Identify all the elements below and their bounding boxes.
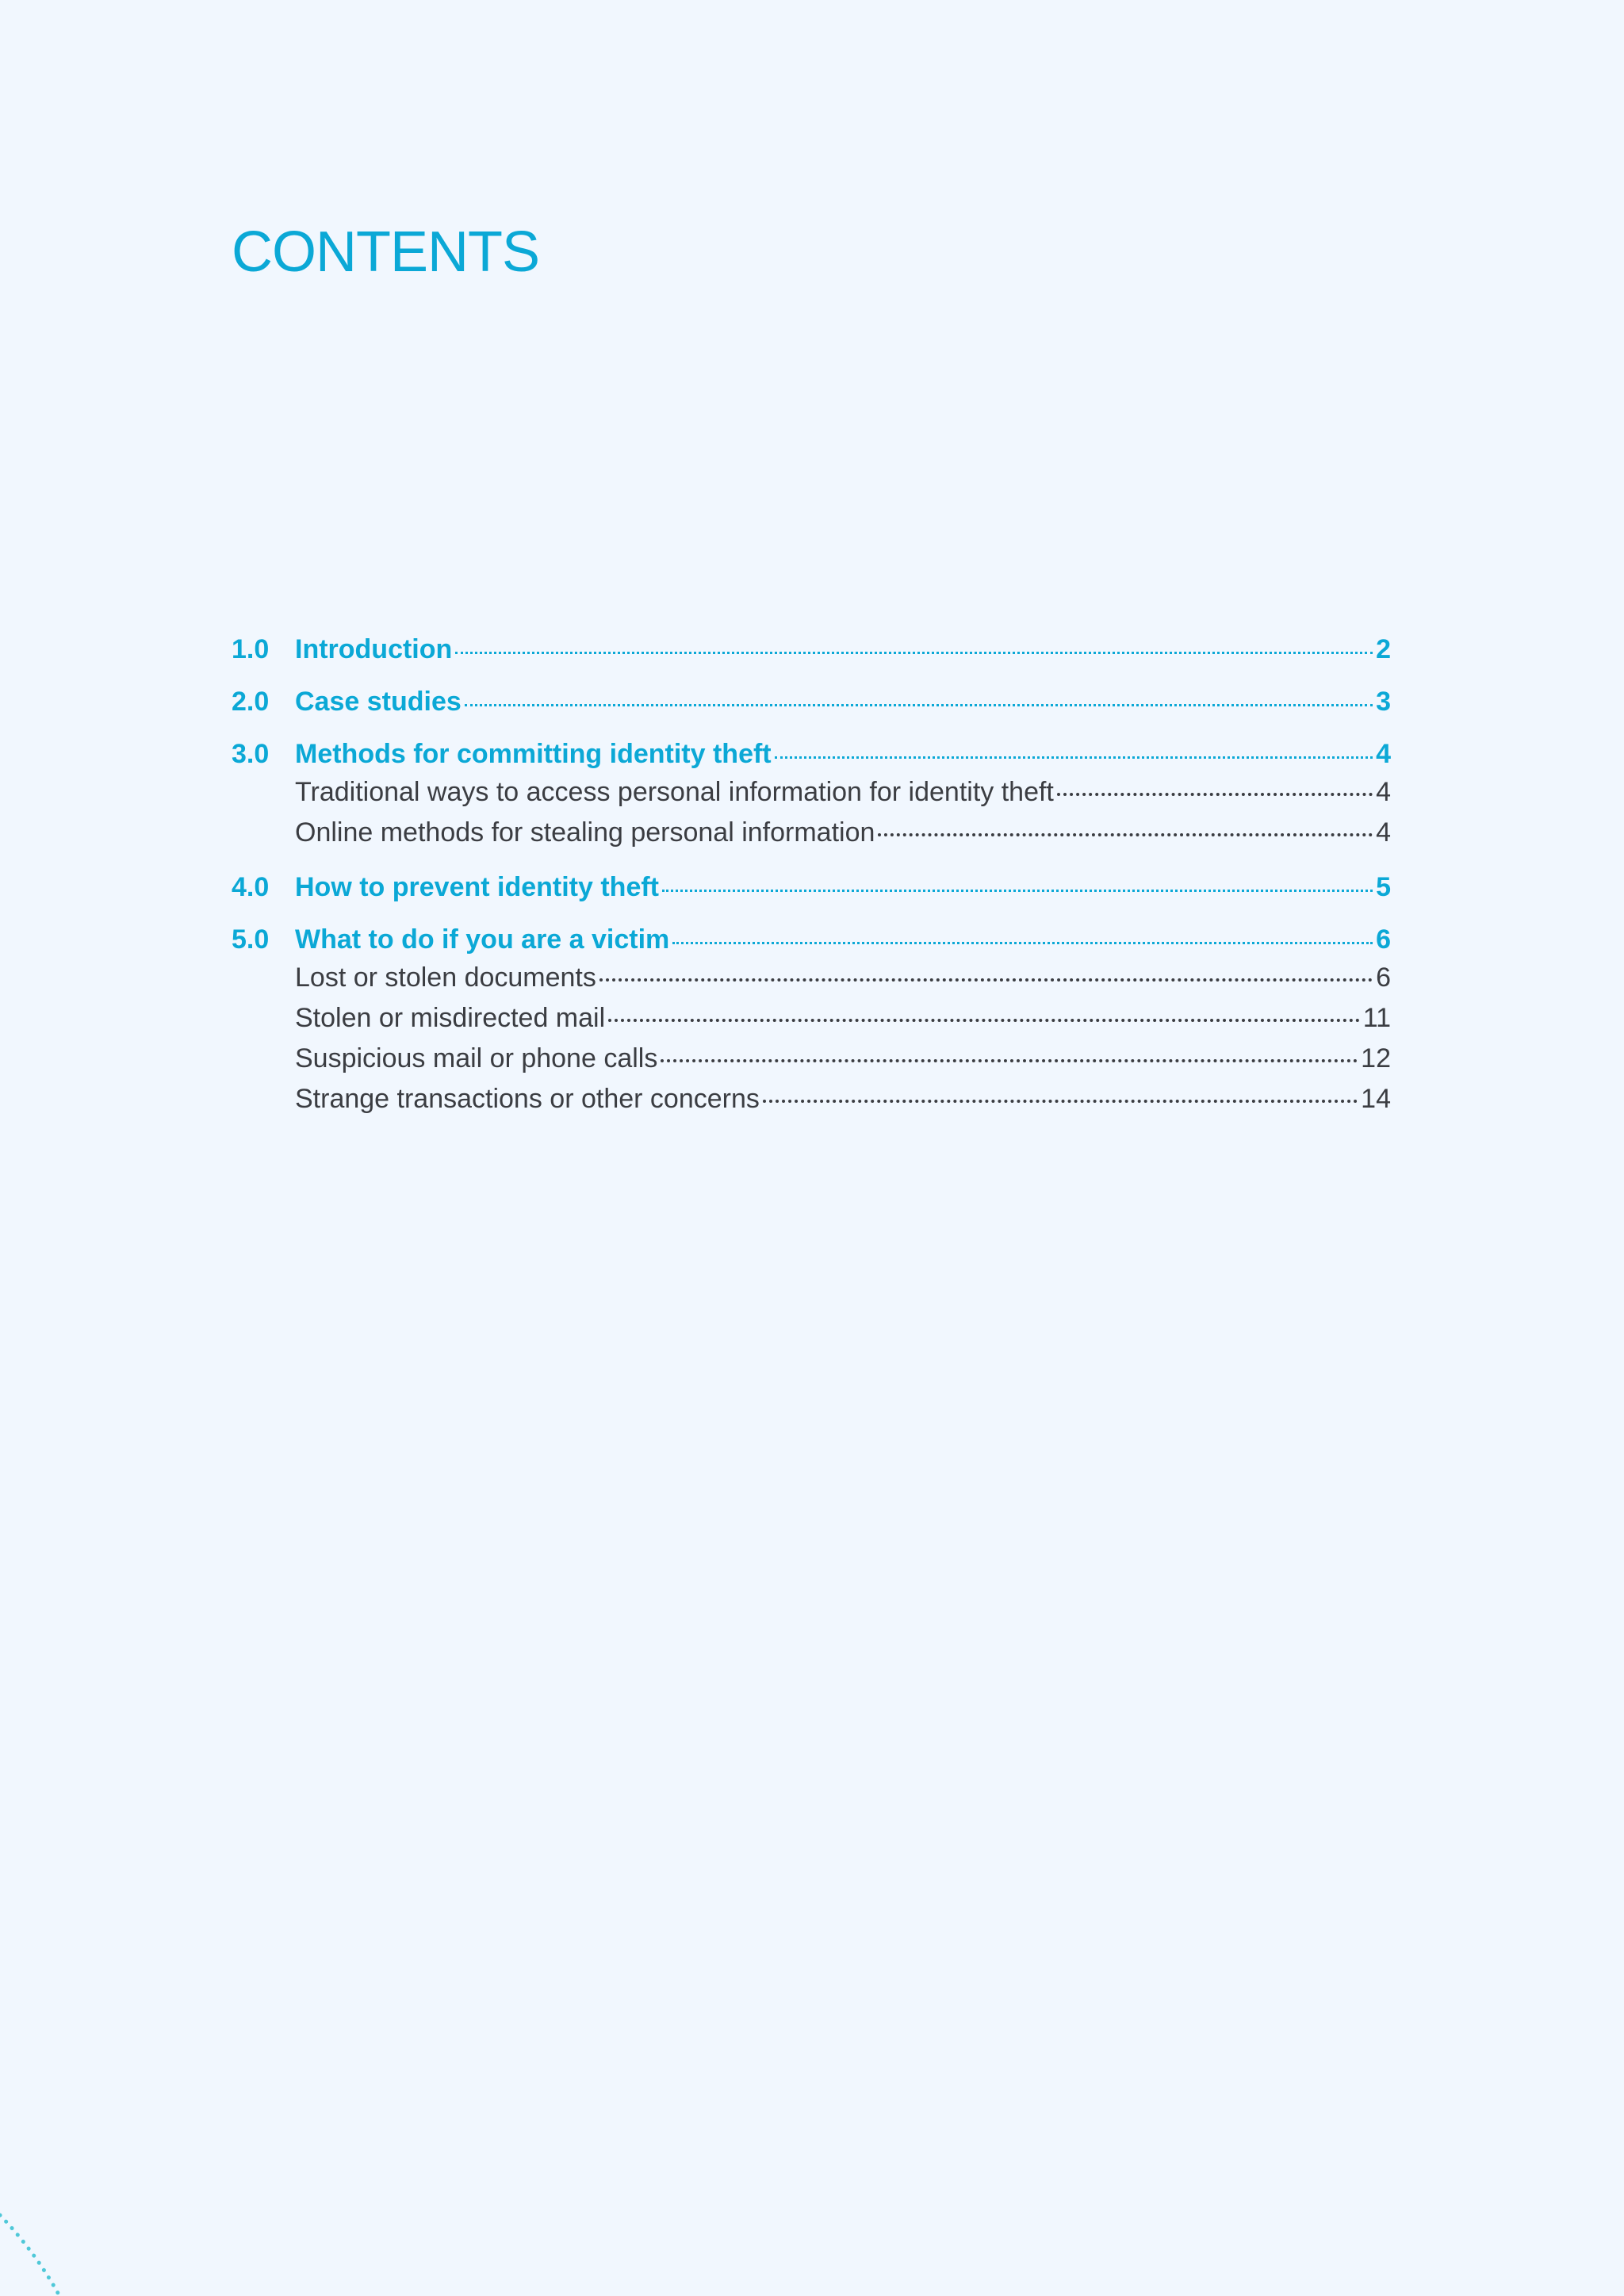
toc-section-number: 4.0 bbox=[232, 872, 270, 902]
toc-page-number: 11 bbox=[1362, 1003, 1391, 1033]
toc-subsection-entry bbox=[295, 1003, 1391, 1034]
toc-dot-leader bbox=[455, 652, 1373, 654]
toc-subsection-title: Traditional ways to access personal information for identity theft bbox=[295, 777, 1054, 807]
toc-dot-leader bbox=[608, 1019, 1360, 1022]
toc-section-row[interactable] bbox=[232, 687, 1391, 725]
toc-subsection-title: Stolen or misdirected mail bbox=[295, 1003, 606, 1033]
toc-page-number: 4 bbox=[1376, 817, 1391, 848]
toc-section-title: Methods for committing identity theft bbox=[295, 739, 772, 769]
toc-section-entry bbox=[295, 739, 1391, 770]
toc-dot-leader bbox=[661, 1059, 1358, 1062]
toc-subsection-row[interactable] bbox=[232, 777, 1391, 817]
corner-dotted-arc-decoration bbox=[0, 2204, 71, 2296]
toc-subsection-title: Strange transactions or other concerns bbox=[295, 1084, 760, 1114]
toc-subsection-entry bbox=[295, 777, 1391, 808]
toc-subsection-title: Online methods for stealing personal information bbox=[295, 817, 875, 848]
toc-dot-leader bbox=[775, 756, 1373, 759]
toc-subsection-entry bbox=[295, 1084, 1391, 1115]
toc-subsection-entry bbox=[295, 817, 1391, 848]
toc-subsection-entry bbox=[295, 1043, 1391, 1074]
page-title: CONTENTS bbox=[232, 220, 539, 284]
toc-section-title: Case studies bbox=[295, 687, 462, 717]
toc-section-entry bbox=[295, 634, 1391, 665]
table-of-contents bbox=[232, 634, 1391, 1124]
toc-section-row[interactable] bbox=[232, 634, 1391, 672]
toc-dot-leader bbox=[1057, 793, 1373, 796]
toc-dot-leader bbox=[763, 1100, 1358, 1103]
toc-page-number: 4 bbox=[1376, 739, 1391, 769]
toc-section-entry bbox=[295, 872, 1391, 903]
toc-dot-leader bbox=[662, 890, 1373, 892]
toc-section-row[interactable] bbox=[232, 739, 1391, 777]
toc-dot-leader bbox=[465, 704, 1373, 706]
toc-page-number: 6 bbox=[1376, 924, 1391, 955]
toc-section-row[interactable] bbox=[232, 924, 1391, 962]
toc-section-title: What to do if you are a victim bbox=[295, 924, 670, 955]
toc-subsection-row[interactable] bbox=[232, 1003, 1391, 1043]
toc-section-title: Introduction bbox=[295, 634, 453, 664]
toc-page-number: 12 bbox=[1361, 1043, 1391, 1073]
toc-section-entry bbox=[295, 687, 1391, 718]
toc-page-number: 5 bbox=[1376, 872, 1391, 902]
toc-page-number: 6 bbox=[1376, 962, 1391, 993]
toc-subsection-row[interactable] bbox=[232, 1043, 1391, 1084]
toc-page-number: 3 bbox=[1376, 687, 1391, 717]
toc-section-number: 3.0 bbox=[232, 739, 270, 769]
toc-section-number: 2.0 bbox=[232, 687, 270, 717]
toc-section-title: How to prevent identity theft bbox=[295, 872, 659, 902]
toc-section-number: 1.0 bbox=[232, 634, 270, 664]
toc-section-entry bbox=[295, 924, 1391, 955]
toc-subsection-row[interactable] bbox=[232, 817, 1391, 858]
toc-section-row[interactable] bbox=[232, 872, 1391, 910]
toc-subsection-title: Lost or stolen documents bbox=[295, 962, 596, 993]
toc-page-number: 14 bbox=[1361, 1084, 1391, 1114]
toc-dot-leader bbox=[599, 978, 1373, 982]
toc-section-number: 5.0 bbox=[232, 924, 270, 955]
toc-subsection-row[interactable] bbox=[232, 1084, 1391, 1124]
toc-page-number: 4 bbox=[1376, 777, 1391, 807]
toc-subsection-title: Suspicious mail or phone calls bbox=[295, 1043, 658, 1073]
toc-subsection-entry bbox=[295, 962, 1391, 993]
toc-page-number: 2 bbox=[1376, 634, 1391, 664]
toc-dot-leader bbox=[878, 833, 1373, 836]
toc-dot-leader bbox=[672, 942, 1373, 944]
toc-subsection-row[interactable] bbox=[232, 962, 1391, 1003]
